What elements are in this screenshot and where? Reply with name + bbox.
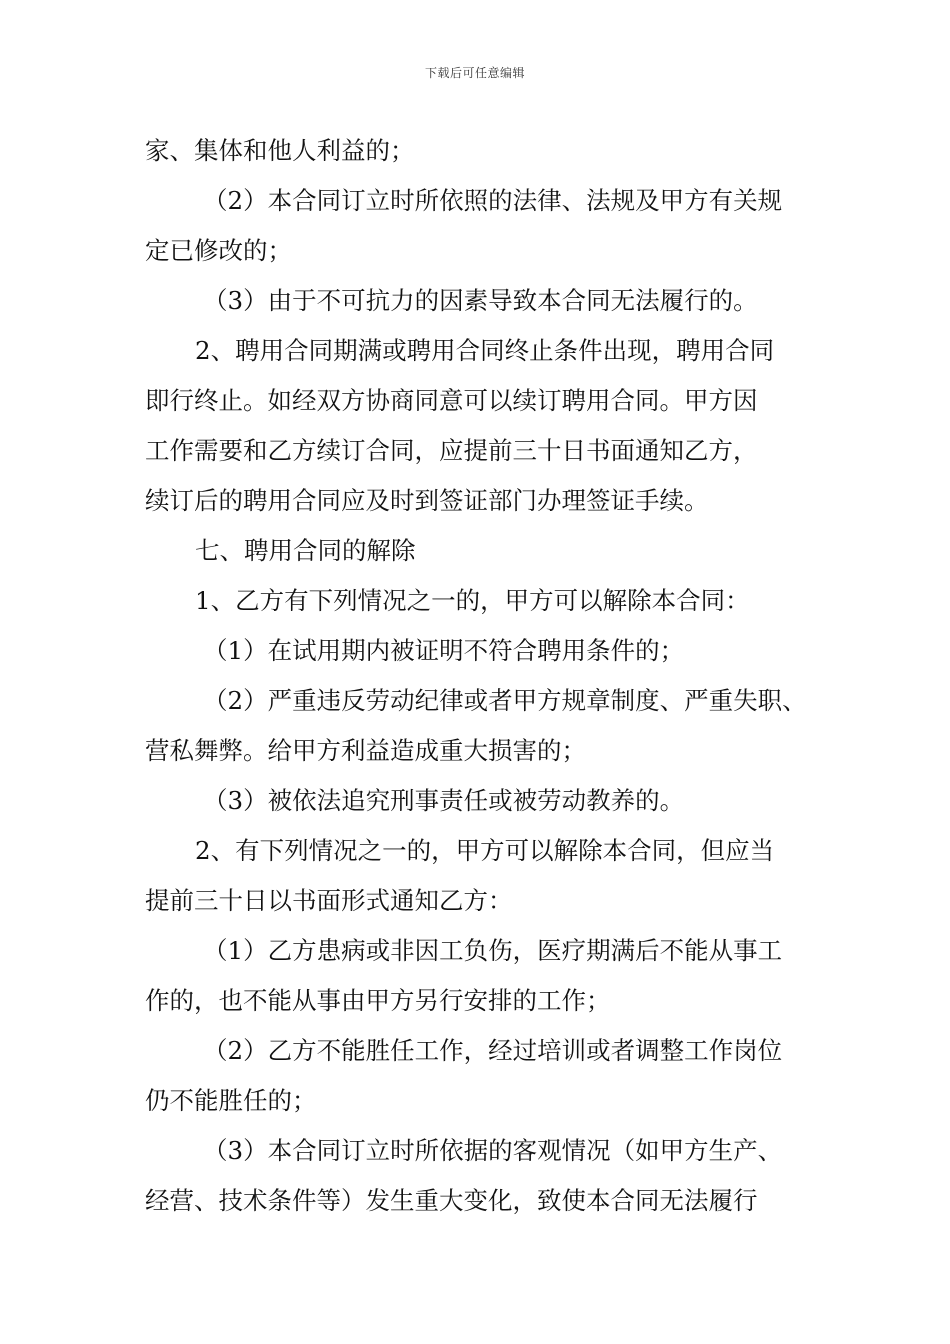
text-line: （1）在试用期内被证明不符合聘用条件的； [203, 636, 685, 665]
text-line: 1、乙方有下列情况之一的，甲方可以解除本合同： [195, 586, 750, 615]
text-line: 营私舞弊。给甲方利益造成重大损害的； [145, 736, 586, 765]
text-line: 2、有下列情况之一的，甲方可以解除本合同，但应当 [195, 836, 775, 865]
text-line: 工作需要和乙方续订合同，应提前三十日书面通知乙方， [145, 436, 758, 465]
text-line: 2、聘用合同期满或聘用合同终止条件出现，聘用合同 [195, 336, 775, 365]
text-line: （3）被依法追究刑事责任或被劳动教养的。 [203, 786, 685, 815]
text-line: 作的，也不能从事由甲方另行安排的工作； [145, 986, 611, 1015]
text-line: 经营、技术条件等）发生重大变化，致使本合同无法履行 [145, 1186, 758, 1215]
text-line: （1）乙方患病或非因工负伤，医疗期满后不能从事工 [203, 936, 783, 965]
text-line: 提前三十日以书面形式通知乙方： [145, 886, 513, 915]
page-header: 下载后可任意编辑 [424, 66, 525, 80]
text-line: 家、集体和他人利益的； [145, 136, 415, 165]
text-line: （3）由于不可抗力的因素导致本合同无法履行的。 [203, 286, 758, 315]
text-line: （2）严重违反劳动纪律或者甲方规章制度、严重失职、 [203, 686, 807, 715]
text-line: 仍不能胜任的； [145, 1086, 317, 1115]
document-body [145, 126, 835, 1226]
text-line: 续订后的聘用合同应及时到签证部门办理签证手续。 [145, 486, 709, 515]
text-line: （3）本合同订立时所依据的客观情况（如甲方生产、 [203, 1136, 783, 1165]
text-line: （2）本合同订立时所依照的法律、法规及甲方有关规 [203, 186, 783, 215]
text-line: （2）乙方不能胜任工作，经过培训或者调整工作岗位 [203, 1036, 783, 1065]
text-line: 定已修改的； [145, 236, 292, 265]
section-heading: 七、聘用合同的解除 [195, 536, 416, 565]
text-line: 即行终止。如经双方协商同意可以续订聘用合同。甲方因 [145, 386, 758, 415]
